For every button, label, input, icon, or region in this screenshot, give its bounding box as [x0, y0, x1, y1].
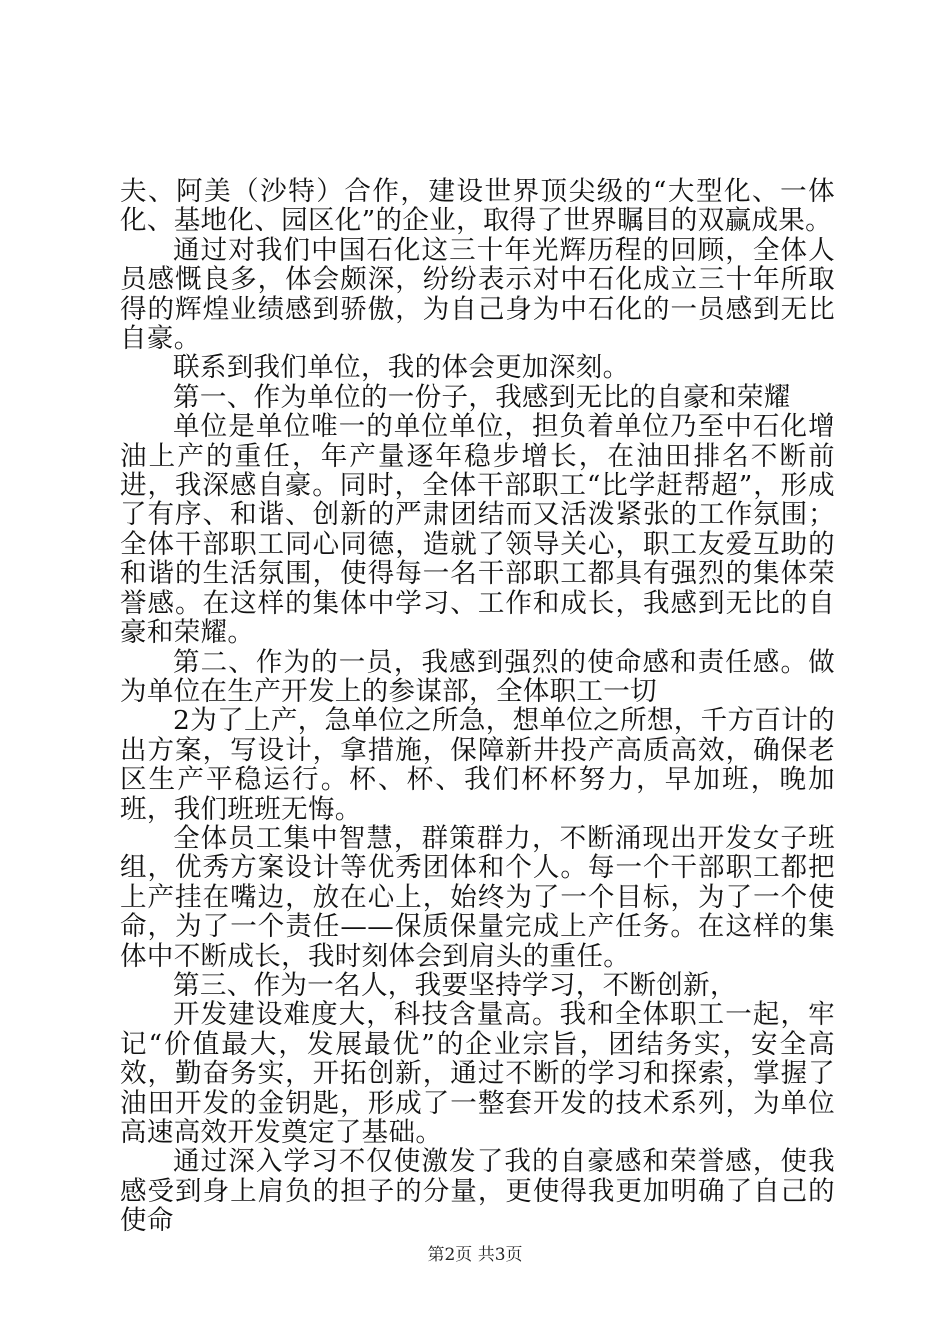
body-text [120, 177, 835, 1236]
section-heading-2: 第二、作为的一员，我感到强烈的使命感和责任感。做为单位在生产开发上的参谋部，全体职工一切 [120, 646, 835, 707]
paragraph-10: 开发建设难度大，科技含量高。我和全体职工一起，牢记“价值最大，发展最优”的企业宗旨，团结务实，安全高效，勤奋务实，开拓创新，通过不断的学习和探索，掌握了油田开发的金钥匙，形成了一整套开发的技术系列，为单位高速高效开发奠定了基础。 [120, 999, 835, 1148]
paragraph-11: 通过深入学习不仅使激发了我的自豪感和荣誉感，使我感受到身上肩负的担子的分量，更使得我更加明确了自己的使命 [120, 1146, 835, 1237]
paragraph-1: 夫、阿美（沙特）合作，建设世界顶尖级的“大型化、一体化、基地化、园区化”的企业，取得了世界瞩目的双赢成果。 [120, 176, 835, 237]
paragraph-7: 2为了上产，急单位之所急，想单位之所想，千方百计的出方案，写设计，拿措施，保障新井投产高质高效，确保老区生产平稳运行。杯、杯、我们杯杯努力，早加班，晚加班，我们班班无悔。 [120, 705, 835, 825]
page-number-footer: 第2页 共3页 [427, 1245, 523, 1265]
paragraph-3: 联系到我们单位，我的体会更加深刻。 [173, 352, 630, 384]
paragraph-2: 通过对我们中国石化这三十年光辉历程的回顾，全体人员感慨良多，体会颇深，纷纷表示对中石化成立三十年所取得的辉煌业绩感到骄傲，为自己身为中石化的一员感到无比自豪。 [120, 234, 835, 355]
paragraph-8: 全体员工集中智慧，群策群力，不断涌现出开发女子班组，优秀方案设计等优秀团体和个人。每一个干部职工都把上产挂在嘴边，放在心上，始终为了一个目标，为了一个使命，为了一个责任——保质保量完成上产任务。在这样的集体中不断成长，我时刻体会到肩头的重任。 [120, 822, 835, 972]
section-heading-1: 第一、作为单位的一份子，我感到无比的自豪和荣耀 [173, 381, 791, 413]
paragraph-5: 单位是单位唯一的单位单位，担负着单位乃至中石化增油上产的重任，年产量逐年稳步增长，在油田排名不断前进，我深感自豪。同时，全体干部职工“比学赶帮超”，形成了有序、和谐、创新的严肃团结而又活泼紧张的工作氛围；全体干部职工同心同德，造就了领导关心，职工友爱互助的和谐的生活氛围，使得每一名干部职工都具有强烈的集体荣誉感。在这样的集体中学习、工作和成长，我感到无比的自豪和荣耀。 [120, 411, 835, 649]
section-heading-3: 第三、作为一名人，我要坚持学习，不断创新， [173, 969, 737, 1001]
